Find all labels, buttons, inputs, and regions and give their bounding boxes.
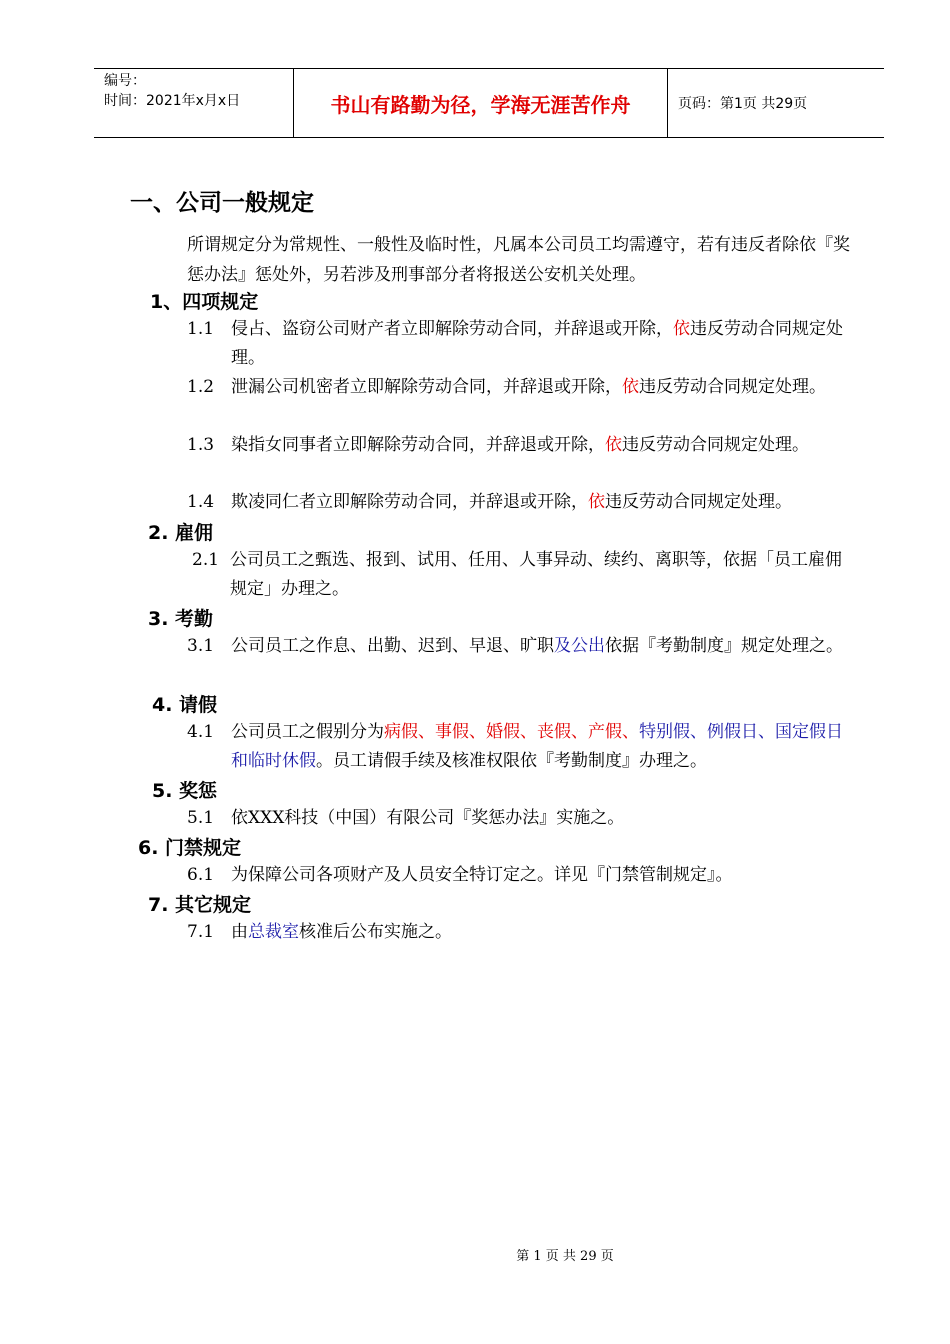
item-number: 1.1	[187, 319, 215, 339]
item-text: 依XXX科技（中国）有限公司『奖惩办法』实施之。	[231, 808, 625, 828]
item-number: 5.1	[187, 808, 215, 828]
header-meta	[94, 69, 294, 137]
header-page-info: 页码：第1页 共29页	[678, 96, 808, 112]
section-heading-3: 3. 考勤	[148, 608, 214, 630]
list-item	[187, 431, 857, 460]
list-item	[187, 718, 857, 776]
item-number: 7.1	[187, 922, 215, 942]
section-heading-5: 5. 奖惩	[152, 780, 218, 802]
list-item	[187, 315, 857, 373]
time-label: 时间：2021年x月x日	[104, 93, 241, 109]
item-text: 公司员工之甄选、报到、试用、任用、人事异动、续约、离职等，依据「员工雇佣规定」办理之。	[230, 550, 842, 599]
item-text: 由总裁室核准后公布实施之。	[231, 922, 452, 942]
list-item	[187, 918, 857, 947]
number-label: 编号：	[104, 73, 146, 89]
list-item	[187, 861, 857, 890]
item-text: 为保障公司各项财产及人员安全特订定之。详见『门禁管制规定』。	[231, 865, 733, 885]
item-number: 1.2	[187, 377, 215, 397]
list-item	[187, 804, 857, 833]
list-item	[187, 488, 867, 517]
section-heading-1: 1、四项规定	[150, 291, 259, 313]
item-number: 6.1	[187, 865, 215, 885]
list-item	[192, 546, 852, 604]
item-text: 侵占、盗窃公司财产者立即解除劳动合同，并辞退或开除，依违反劳动合同规定处理。	[231, 319, 843, 368]
list-item	[187, 373, 857, 402]
item-text: 染指女同事者立即解除劳动合同，并辞退或开除，依违反劳动合同规定处理。	[231, 435, 809, 455]
page-header	[94, 68, 884, 138]
chapter-title: 一、公司一般规定	[130, 190, 314, 216]
item-text: 欺凌同仁者立即解除劳动合同，并辞退或开除，依违反劳动合同规定处理。	[231, 492, 792, 512]
item-text: 公司员工之假别分为病假、事假、婚假、丧假、产假、特别假、例假日、国定假日和临时休假。员工请假手续及核准权限依『考勤制度』办理之。	[231, 722, 843, 771]
section-heading-2: 2. 雇佣	[148, 522, 214, 544]
item-number: 2.1	[192, 550, 220, 570]
page-footer: 第 1 页 共 29 页	[516, 1249, 614, 1264]
section-heading-7: 7. 其它规定	[148, 894, 252, 916]
item-number: 1.3	[187, 435, 215, 455]
section-heading-4: 4. 请假	[152, 694, 218, 716]
item-number: 3.1	[187, 636, 215, 656]
item-number: 4.1	[187, 722, 215, 742]
item-text: 公司员工之作息、出勤、迟到、早退、旷职及公出依据『考勤制度』规定处理之。	[231, 636, 843, 656]
item-text: 泄漏公司机密者立即解除劳动合同，并辞退或开除，依违反劳动合同规定处理。	[231, 377, 826, 397]
section-heading-6: 6. 门禁规定	[138, 837, 242, 859]
list-item	[187, 632, 857, 661]
header-motto: 书山有路勤为径，学海无涯苦作舟	[294, 69, 668, 137]
item-number: 1.4	[187, 492, 215, 512]
intro-paragraph: 所谓规定分为常规性、一般性及临时性，凡属本公司员工均需遵守，若有违反者除依『奖惩办法』惩处外，另若涉及刑事部分者将报送公安机关处理。	[187, 235, 850, 285]
